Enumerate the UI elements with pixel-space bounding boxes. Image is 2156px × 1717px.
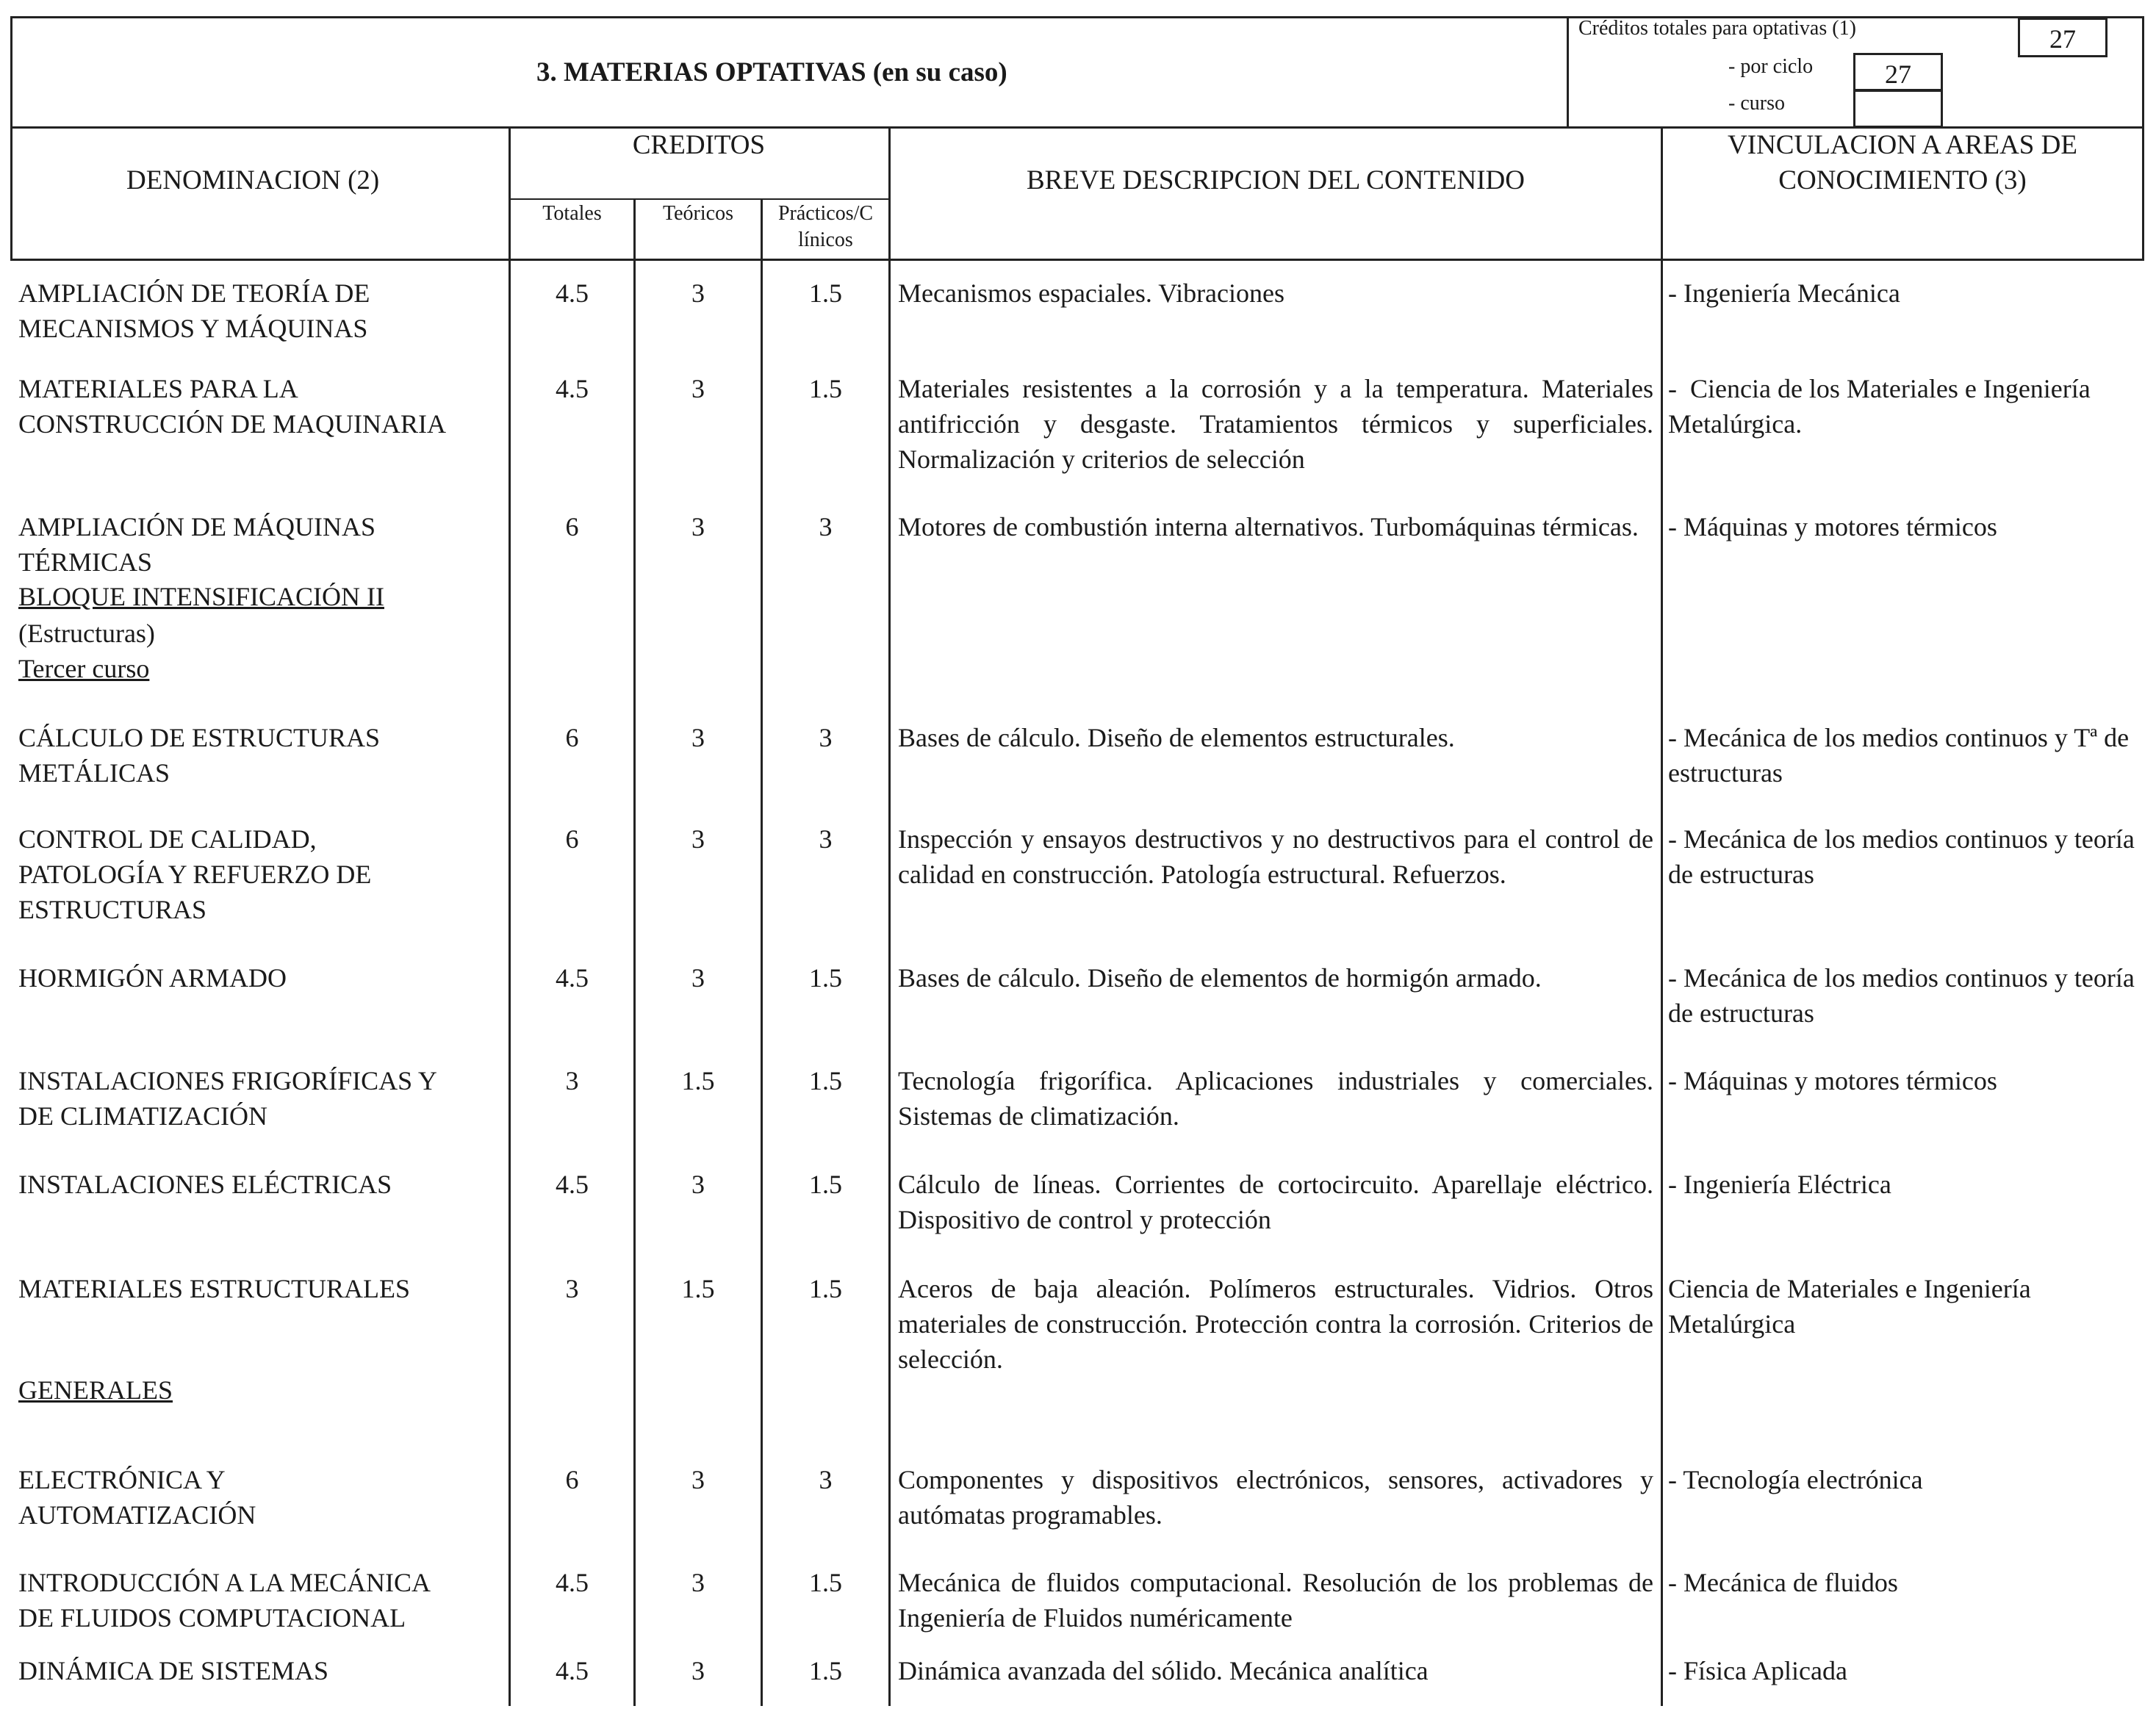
creditos-sub-border [509,198,889,200]
row-creditos-teoricos: 3 [691,723,705,752]
row-area-conocimiento: - Mecánica de los medios continuos y Tª de estructuras [1668,723,2136,788]
section-generales: GENERALES [18,1375,173,1405]
col-header-vinculacion-l1: VINCULACION A AREAS DE [1728,130,2077,160]
row-descripcion: Mecánica de fluidos computacional. Resolución de los problemas de Ingeniería de Fluidos numéricamente [898,1568,1660,1633]
row-descripcion: Bases de cálculo. Diseño de elementos estructurales. [898,723,1455,752]
row-denominacion: CONTROL DE CALIDAD, PATOLOGÍA Y REFUERZO DE ESTRUCTURAS [18,824,372,924]
row-area-conocimiento: - Ingeniería Eléctrica [1668,1170,1891,1199]
row-creditos-totales: 6 [565,824,579,854]
row-creditos-teoricos: 3 [691,1170,705,1199]
row-creditos-teoricos: 3 [691,963,705,993]
curso-label: - curso [1728,92,1785,115]
creditos-totales-box: 27 [2018,18,2108,57]
row-area-conocimiento: - Física Aplicada [1668,1656,1847,1685]
row-creditos-teoricos: 3 [691,1568,705,1597]
row-denominacion: INSTALACIONES ELÉCTRICAS [18,1170,392,1199]
row-area-conocimiento: - Mecánica de los medios continuos y teoría de estructuras [1668,824,2141,889]
row-creditos-practicos: 1.5 [809,1656,842,1685]
row-denominacion: HORMIGÓN ARMADO [18,963,287,993]
row-creditos-teoricos: 1.5 [681,1066,715,1095]
row-area-conocimiento: - Mecánica de los medios continuos y teoría de estructuras [1668,963,2141,1028]
row-descripcion: Cálculo de líneas. Corrientes de cortocircuito. Aparellaje eléctrico. Dispositivo de control y protección [898,1170,1660,1234]
row-creditos-totales: 4.5 [556,963,589,993]
col-header-creditos: CREDITOS [632,130,766,160]
row-area-conocimiento: - Ciencia de los Materiales e Ingeniería Metalúrgica. [1668,374,2097,439]
row-creditos-totales: 6 [565,723,579,752]
row-area-conocimiento: - Tecnología electrónica [1668,1465,1923,1494]
row-creditos-totales: 4.5 [556,278,589,308]
col-header-vinculacion-l2: CONOCIMIENTO (3) [1778,165,2027,195]
row-creditos-practicos: 1.5 [809,1170,842,1199]
row-denominacion: MATERIALES ESTRUCTURALES [18,1274,411,1303]
row-creditos-practicos: 3 [819,512,833,541]
row-creditos-practicos: 1.5 [809,374,842,403]
columns-bottom-border [10,259,2144,261]
row-creditos-teoricos: 3 [691,1465,705,1494]
row-creditos-practicos: 1.5 [809,1568,842,1597]
col-line-area [1661,128,1663,1706]
col-header-totales-label: Totales [542,202,602,225]
row-descripcion: Mecanismos espaciales. Vibraciones [898,278,1285,308]
row-creditos-practicos: 1.5 [809,1066,842,1095]
row-area-conocimiento: - Ingeniería Mecánica [1668,278,1900,308]
row-creditos-teoricos: 3 [691,1656,705,1685]
row-denominacion: INSTALACIONES FRIGORÍFICAS Y DE CLIMATIZACIÓN [18,1066,437,1131]
section-tercer-curso: Tercer curso [18,654,150,683]
row-creditos-practicos: 1.5 [809,1274,842,1303]
section-estructuras: (Estructuras) [18,619,155,648]
row-creditos-totales: 4.5 [556,1656,589,1685]
por-ciclo-label: - por ciclo [1728,55,1814,78]
row-creditos-practicos: 1.5 [809,278,842,308]
row-creditos-totales: 4.5 [556,374,589,403]
row-creditos-teoricos: 3 [691,512,705,541]
row-area-conocimiento: - Máquinas y motores térmicos [1668,1066,1997,1095]
col-header-denominacion: DENOMINACION (2) [126,165,380,195]
row-denominacion: AMPLIACIÓN DE TEORÍA DE MECANISMOS Y MÁQUINAS [18,278,370,343]
row-creditos-practicos: 3 [819,824,833,854]
row-area-conocimiento: - Mecánica de fluidos [1668,1568,1898,1597]
col-header-descripcion: BREVE DESCRIPCION DEL CONTENIDO [1027,165,1525,195]
row-descripcion: Aceros de baja aleación. Polímeros estructurales. Vidrios. Otros materiales de construcción. Protección contra la corrosión. Criterios de selección. [898,1274,1660,1374]
left-border [10,16,12,261]
row-creditos-practicos: 1.5 [809,963,842,993]
row-denominacion: CÁLCULO DE ESTRUCTURAS METÁLICAS [18,723,381,788]
por-ciclo-box: 27 [1853,53,1943,91]
row-descripcion: Componentes y dispositivos electrónicos, sensores, activadores y autómatas programables. [898,1465,1660,1530]
row-creditos-practicos: 3 [819,1465,833,1494]
row-creditos-practicos: 3 [819,723,833,752]
row-area-conocimiento: Ciencia de Materiales e Ingeniería Metalúrgica [1668,1274,2038,1339]
row-creditos-totales: 3 [565,1274,579,1303]
row-creditos-totales: 4.5 [556,1568,589,1597]
col-header-teoricos: Teóricos [662,202,733,225]
row-creditos-teoricos: 3 [691,278,705,308]
row-creditos-totales: 6 [565,1465,579,1494]
creditos-totales-label: Créditos totales para optativas (1) [1578,17,1856,40]
curso-box [1853,90,1943,128]
row-descripcion: Motores de combustión interna alternativos. Turbomáquinas térmicas. [898,512,1639,541]
col-line-descripcion [888,128,891,1706]
row-descripcion: Bases de cálculo. Diseño de elementos de hormigón armado. [898,963,1542,993]
row-area-conocimiento: - Máquinas y motores térmicos [1668,512,1997,541]
row-creditos-teoricos: 3 [691,374,705,403]
header-divider [1567,16,1569,128]
row-creditos-teoricos: 3 [691,824,705,854]
row-denominacion: MATERIALES PARA LA CONSTRUCCIÓN DE MAQUINARIA [18,374,447,439]
right-border [2142,16,2144,261]
row-denominacion: ELECTRÓNICA Y AUTOMATIZACIÓN [18,1465,256,1530]
row-denominacion: INTRODUCCIÓN A LA MECÁNICA DE FLUIDOS COMPUTACIONAL [18,1568,431,1633]
row-descripcion: Materiales resistentes a la corrosión y a la temperatura. Materiales antifricción y desgaste. Tratamientos térmicos y superficiales. Normalización y criterios de selección [898,374,1660,474]
row-creditos-teoricos: 1.5 [681,1274,715,1303]
row-creditos-totales: 4.5 [556,1170,589,1199]
section-bloque: BLOQUE INTENSIFICACIÓN II [18,582,384,611]
row-denominacion: AMPLIACIÓN DE MÁQUINAS TÉRMICAS [18,512,375,577]
col-header-practicos-l1: Prácticos/C [777,202,874,225]
col-header-practicos-l2: línicos [798,228,853,251]
row-descripcion: Dinámica avanzada del sólido. Mecánica analítica [898,1656,1429,1685]
row-descripcion: Tecnología frigorífica. Aplicaciones industriales y comerciales. Sistemas de climatización. [898,1066,1660,1131]
row-creditos-totales: 6 [565,512,579,541]
row-descripcion: Inspección y ensayos destructivos y no destructivos para el control de calidad en construcción. Patología estructural. Refuerzos. [898,824,1660,889]
row-creditos-totales: 3 [565,1066,579,1095]
row-denominacion: DINÁMICA DE SISTEMAS [18,1656,329,1685]
page-title: 3. MATERIAS OPTATIVAS (en su caso) [536,57,1007,87]
